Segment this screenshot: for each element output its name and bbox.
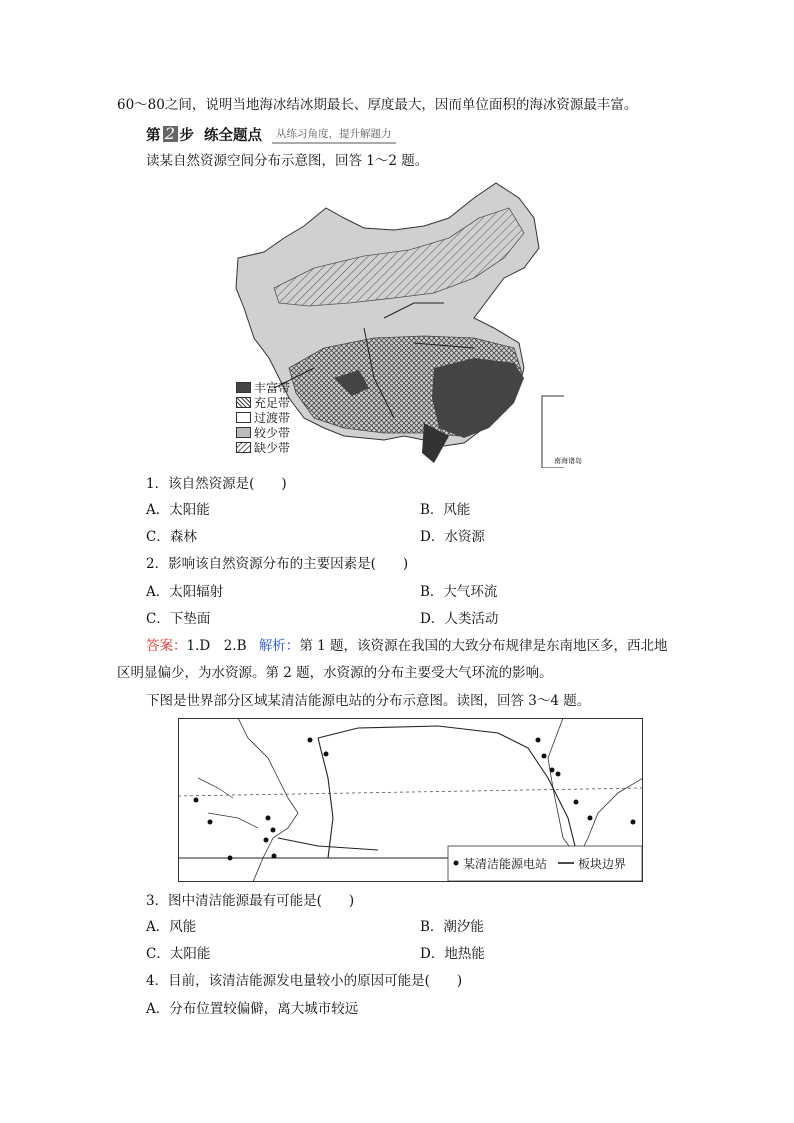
legend-label-less: 较少带 <box>254 426 291 440</box>
analysis-label: 解析： <box>258 638 300 654</box>
legend-label-ample: 充足带 <box>254 396 291 410</box>
q1-option-a: A．太阳能 <box>146 502 210 518</box>
q3-stem: 3．图中清洁能源最有可能是( ) <box>146 893 355 909</box>
world-energy-map <box>178 718 643 882</box>
legend-label-lack: 缺少带 <box>254 441 291 455</box>
swatch-cross <box>236 397 251 408</box>
legend-boundary-label: 板块边界 <box>578 857 627 871</box>
answer-label: 答案： <box>146 638 187 654</box>
q2-option-d: D．人类活动 <box>420 611 499 627</box>
q3-option-c: C．太阳能 <box>146 946 211 962</box>
q3-option-b: B．潮汐能 <box>420 919 484 935</box>
answer-values: 1.D 2.B <box>186 638 247 654</box>
q3-option-d: D．地热能 <box>420 946 485 962</box>
swatch-white <box>236 412 251 423</box>
q1-option-c: C．森林 <box>146 529 197 545</box>
answer-line-2: 区明显偏少，为水资源。第 2 题，水资源的分布主要受大气环流的影响。 <box>117 665 553 681</box>
step-header <box>146 124 396 144</box>
china-resource-map <box>234 178 582 468</box>
q2-option-a: A．太阳辐射 <box>146 584 224 600</box>
answer-line-1 <box>146 637 667 655</box>
inset-label: 南海诸岛 <box>554 457 582 465</box>
q4-stem: 4．目前，该清洁能源发电量较小的原因可能是( ) <box>146 973 463 989</box>
legend-label-rich: 丰富带 <box>254 381 291 395</box>
legend-label-transition: 过渡带 <box>254 411 291 425</box>
q2-stem: 2．影响该自然资源分布的主要因素是( ) <box>146 556 409 572</box>
step-number: 2 <box>163 126 178 142</box>
legend-item-lack <box>236 439 290 456</box>
step-prefix: 第 <box>146 127 161 144</box>
answer-text-1: 第 1 题，该资源在我国的大致分布规律是东南地区多，西北地 <box>299 638 668 654</box>
swatch-gray <box>236 427 251 438</box>
step-subtitle: 从练习角度，提升解题力 <box>272 125 396 144</box>
swatch-hatch <box>236 442 251 453</box>
world-map-graphic <box>178 718 643 882</box>
q3-option-a: A．风能 <box>146 919 197 935</box>
step-title: 练全题点 <box>204 127 262 144</box>
intro-line: 60～80之间，说明当地海冰结冰期最长、厚度最大，因而单位面积的海冰资源最丰富。 <box>117 97 638 113</box>
q1-stem: 1．该自然资源是( ) <box>146 476 287 492</box>
legend-station-label: 某清洁能源电站 <box>463 857 548 871</box>
q2-option-c: C．下垫面 <box>146 611 211 627</box>
q1-option-b: B．风能 <box>420 502 471 518</box>
q4-option-a: A．分布位置较偏僻，离大城市较远 <box>146 1001 359 1017</box>
q12-intro: 读某自然资源空间分布示意图，回答 1～2 题。 <box>146 153 429 169</box>
swatch-dark <box>236 382 251 393</box>
q34-intro: 下图是世界部分区域某清洁能源电站的分布示意图。读图，回答 3～4 题。 <box>146 693 591 709</box>
q2-option-b: B．大气环流 <box>420 584 498 600</box>
q1-option-d: D．水资源 <box>420 529 485 545</box>
step-suffix: 步 <box>179 127 194 144</box>
